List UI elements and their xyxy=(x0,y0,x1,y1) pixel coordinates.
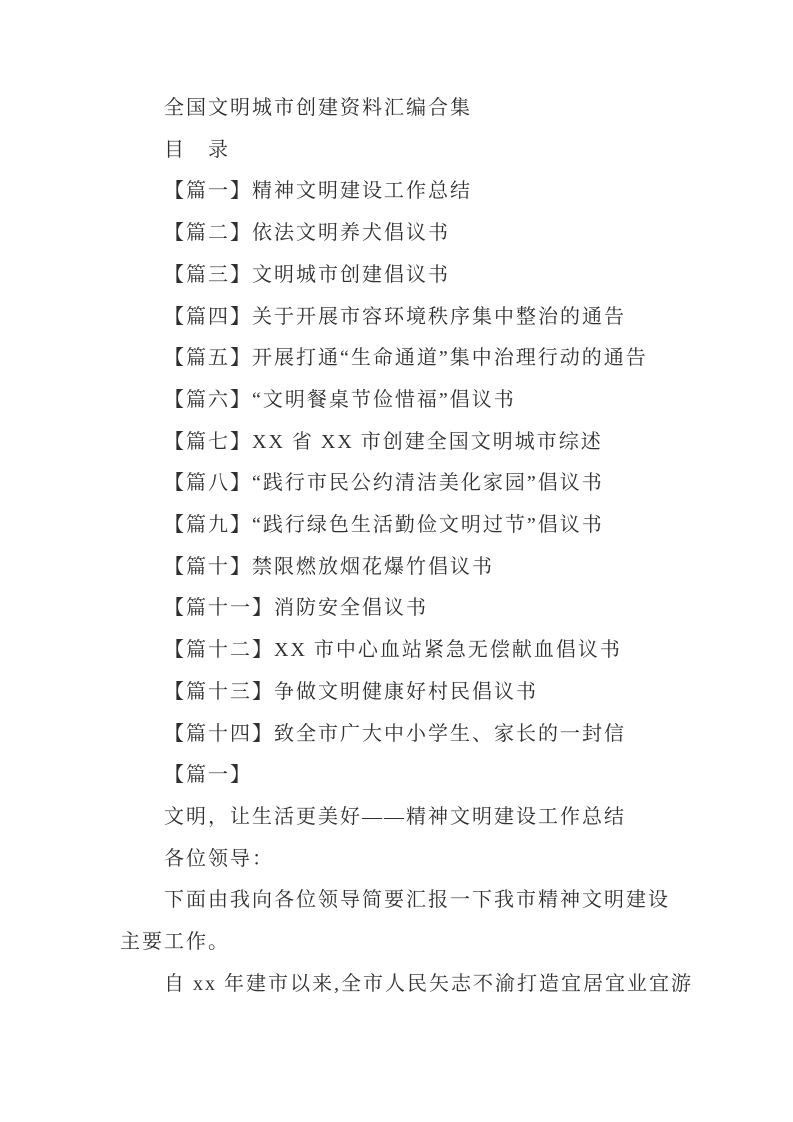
toc-item: 【篇十】禁限燃放烟花爆竹倡议书 xyxy=(164,555,494,578)
body-line: 下面由我向各位领导简要汇报一下我市精神文明建设 xyxy=(164,889,670,912)
toc-item: 【篇一】精神文明建设工作总结 xyxy=(164,180,472,203)
toc-item: 【篇六】“文明餐桌节俭惜福”倡议书 xyxy=(164,388,516,411)
body-section-marker: 【篇一】 xyxy=(164,764,252,787)
body-line: 各位领导： xyxy=(164,847,274,870)
toc-item: 【篇十四】致全市广大中小学生、家长的一封信 xyxy=(164,722,626,745)
toc-heading: 目 录 xyxy=(164,138,230,161)
toc-item: 【篇四】关于开展市容环境秩序集中整治的通告 xyxy=(164,305,626,328)
body-line: 主要工作。 xyxy=(120,931,230,954)
toc-item: 【篇七】XX 省 XX 市创建全国文明城市综述 xyxy=(164,430,603,453)
toc-item: 【篇二】依法文明养犬倡议书 xyxy=(164,222,450,245)
document-content xyxy=(120,88,693,1005)
toc-item: 【篇五】开展打通“生命通道”集中治理行动的通告 xyxy=(164,347,648,370)
toc-item: 【篇九】“践行绿色生活勤俭文明过节”倡议书 xyxy=(164,514,604,537)
body-line: 文明，让生活更美好——精神文明建设工作总结 xyxy=(164,805,626,828)
toc-item: 【篇十二】XX 市中心血站紧急无偿献血倡议书 xyxy=(164,639,622,662)
toc-item: 【篇十三】争做文明健康好村民倡议书 xyxy=(164,680,538,703)
toc-item: 【篇十一】消防安全倡议书 xyxy=(164,597,428,620)
document-title: 全国文明城市创建资料汇编合集 xyxy=(164,97,472,119)
body-line: 自 xx 年建市以来,全市人民矢志不渝打造宜居宜业宜游 xyxy=(164,972,693,995)
toc-item: 【篇八】“践行市民公约清洁美化家园”倡议书 xyxy=(164,472,604,495)
toc-item: 【篇三】文明城市创建倡议书 xyxy=(164,263,450,286)
